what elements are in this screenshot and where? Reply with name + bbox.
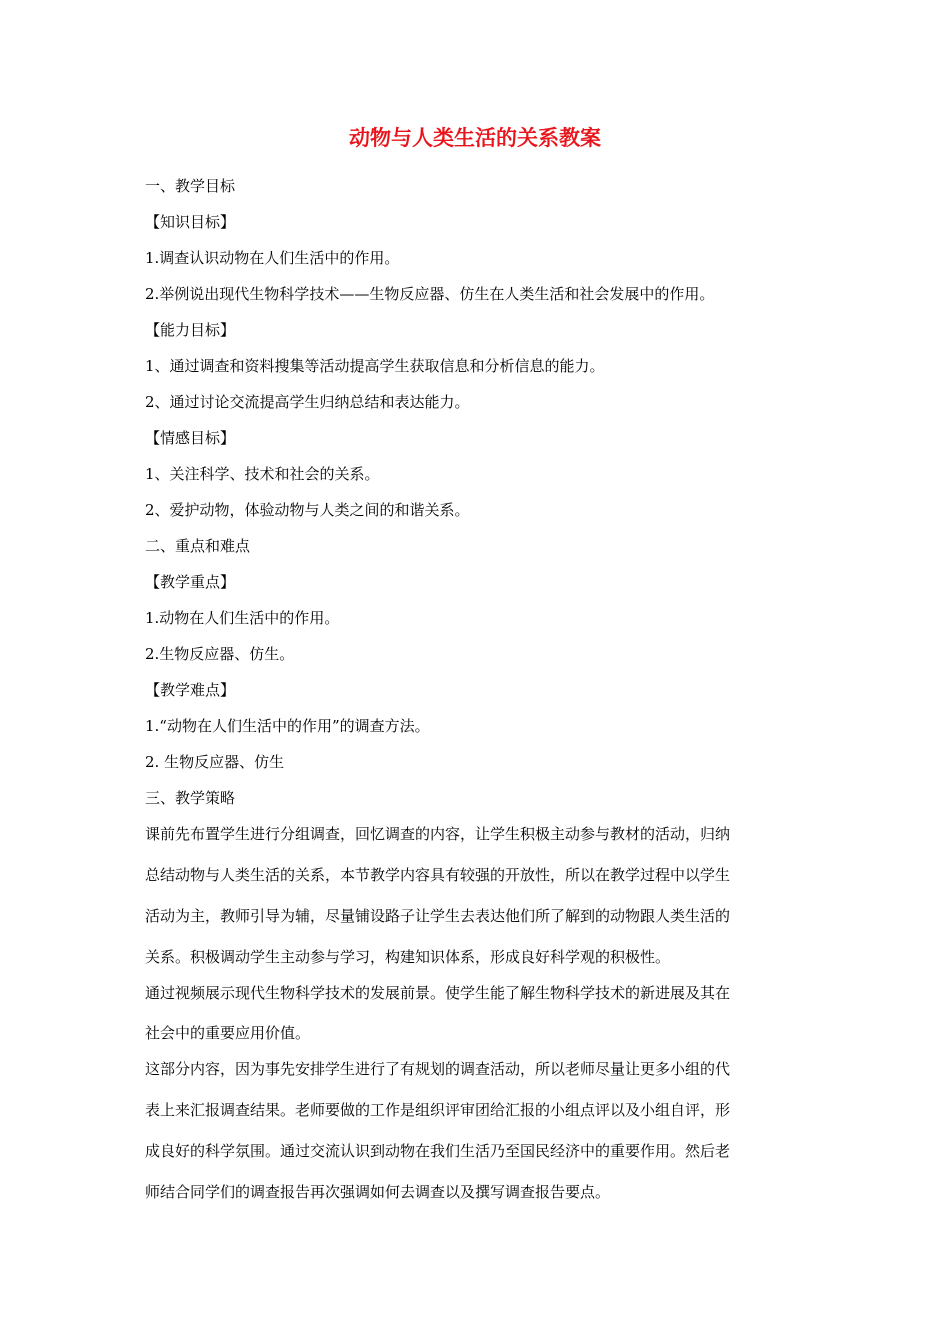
paragraph-line: 总结动物与人类生活的关系，本节教学内容具有较强的开放性，所以在教学过程中以学生: [145, 866, 731, 884]
document-title: 动物与人类生活的关系教案: [349, 126, 601, 150]
list-item: 1.调查认识动物在人们生活中的作用。: [145, 249, 400, 267]
paragraph-line: 师结合同学们的调查报告再次强调如何去调查以及撰写调查报告要点。: [145, 1183, 611, 1201]
section-heading-strategy: 三、教学策略: [145, 789, 236, 807]
subheading-ability: 【能力目标】: [145, 321, 236, 339]
paragraph-line: 关系。积极调动学生主动参与学习，构建知识体系，形成良好科学观的积极性。: [145, 948, 671, 966]
list-item: 2.生物反应器、仿生。: [145, 645, 295, 663]
subheading-key: 【教学重点】: [145, 573, 236, 591]
paragraph-line: 成良好的科学氛围。通过交流认识到动物在我们生活乃至国民经济中的重要作用。然后老: [145, 1142, 731, 1160]
subheading-emotion: 【情感目标】: [145, 429, 236, 447]
paragraph-line: 课前先布置学生进行分组调查，回忆调查的内容，让学生积极主动参与教材的活动，归纳: [145, 825, 731, 843]
list-item: 1、通过调查和资料搜集等活动提高学生获取信息和分析信息的能力。: [145, 357, 605, 375]
list-item: 2、通过讨论交流提高学生归纳总结和表达能力。: [145, 393, 470, 411]
list-item: 2. 生物反应器、仿生: [145, 753, 285, 771]
paragraph-line: 表上来汇报调查结果。老师要做的工作是组织评审团给汇报的小组点评以及小组自评，形: [145, 1101, 731, 1119]
subheading-difficult: 【教学难点】: [145, 681, 236, 699]
section-heading-key-points: 二、重点和难点: [145, 537, 251, 555]
paragraph-line: 社会中的重要应用价值。: [145, 1024, 311, 1042]
list-item: 1.“动物在人们生活中的作用”的调查方法。: [145, 717, 430, 735]
paragraph-line: 通过视频展示现代生物科学技术的发展前景。使学生能了解生物科学技术的新进展及其在: [145, 984, 731, 1002]
list-item: 2.举例说出现代生物科学技术——生物反应器、仿生在人类生活和社会发展中的作用。: [145, 285, 715, 303]
list-item: 1、关注科学、技术和社会的关系。: [145, 465, 380, 483]
paragraph-line: 这部分内容，因为事先安排学生进行了有规划的调查活动，所以老师尽量让更多小组的代: [145, 1060, 731, 1078]
paragraph-line: 活动为主，教师引导为辅，尽量铺设路子让学生去表达他们所了解到的动物跟人类生活的: [145, 907, 731, 925]
list-item: 1.动物在人们生活中的作用。: [145, 609, 340, 627]
subheading-knowledge: 【知识目标】: [145, 213, 236, 231]
list-item: 2、爱护动物，体验动物与人类之间的和谐关系。: [145, 501, 470, 519]
section-heading-goals: 一、教学目标: [145, 177, 236, 195]
